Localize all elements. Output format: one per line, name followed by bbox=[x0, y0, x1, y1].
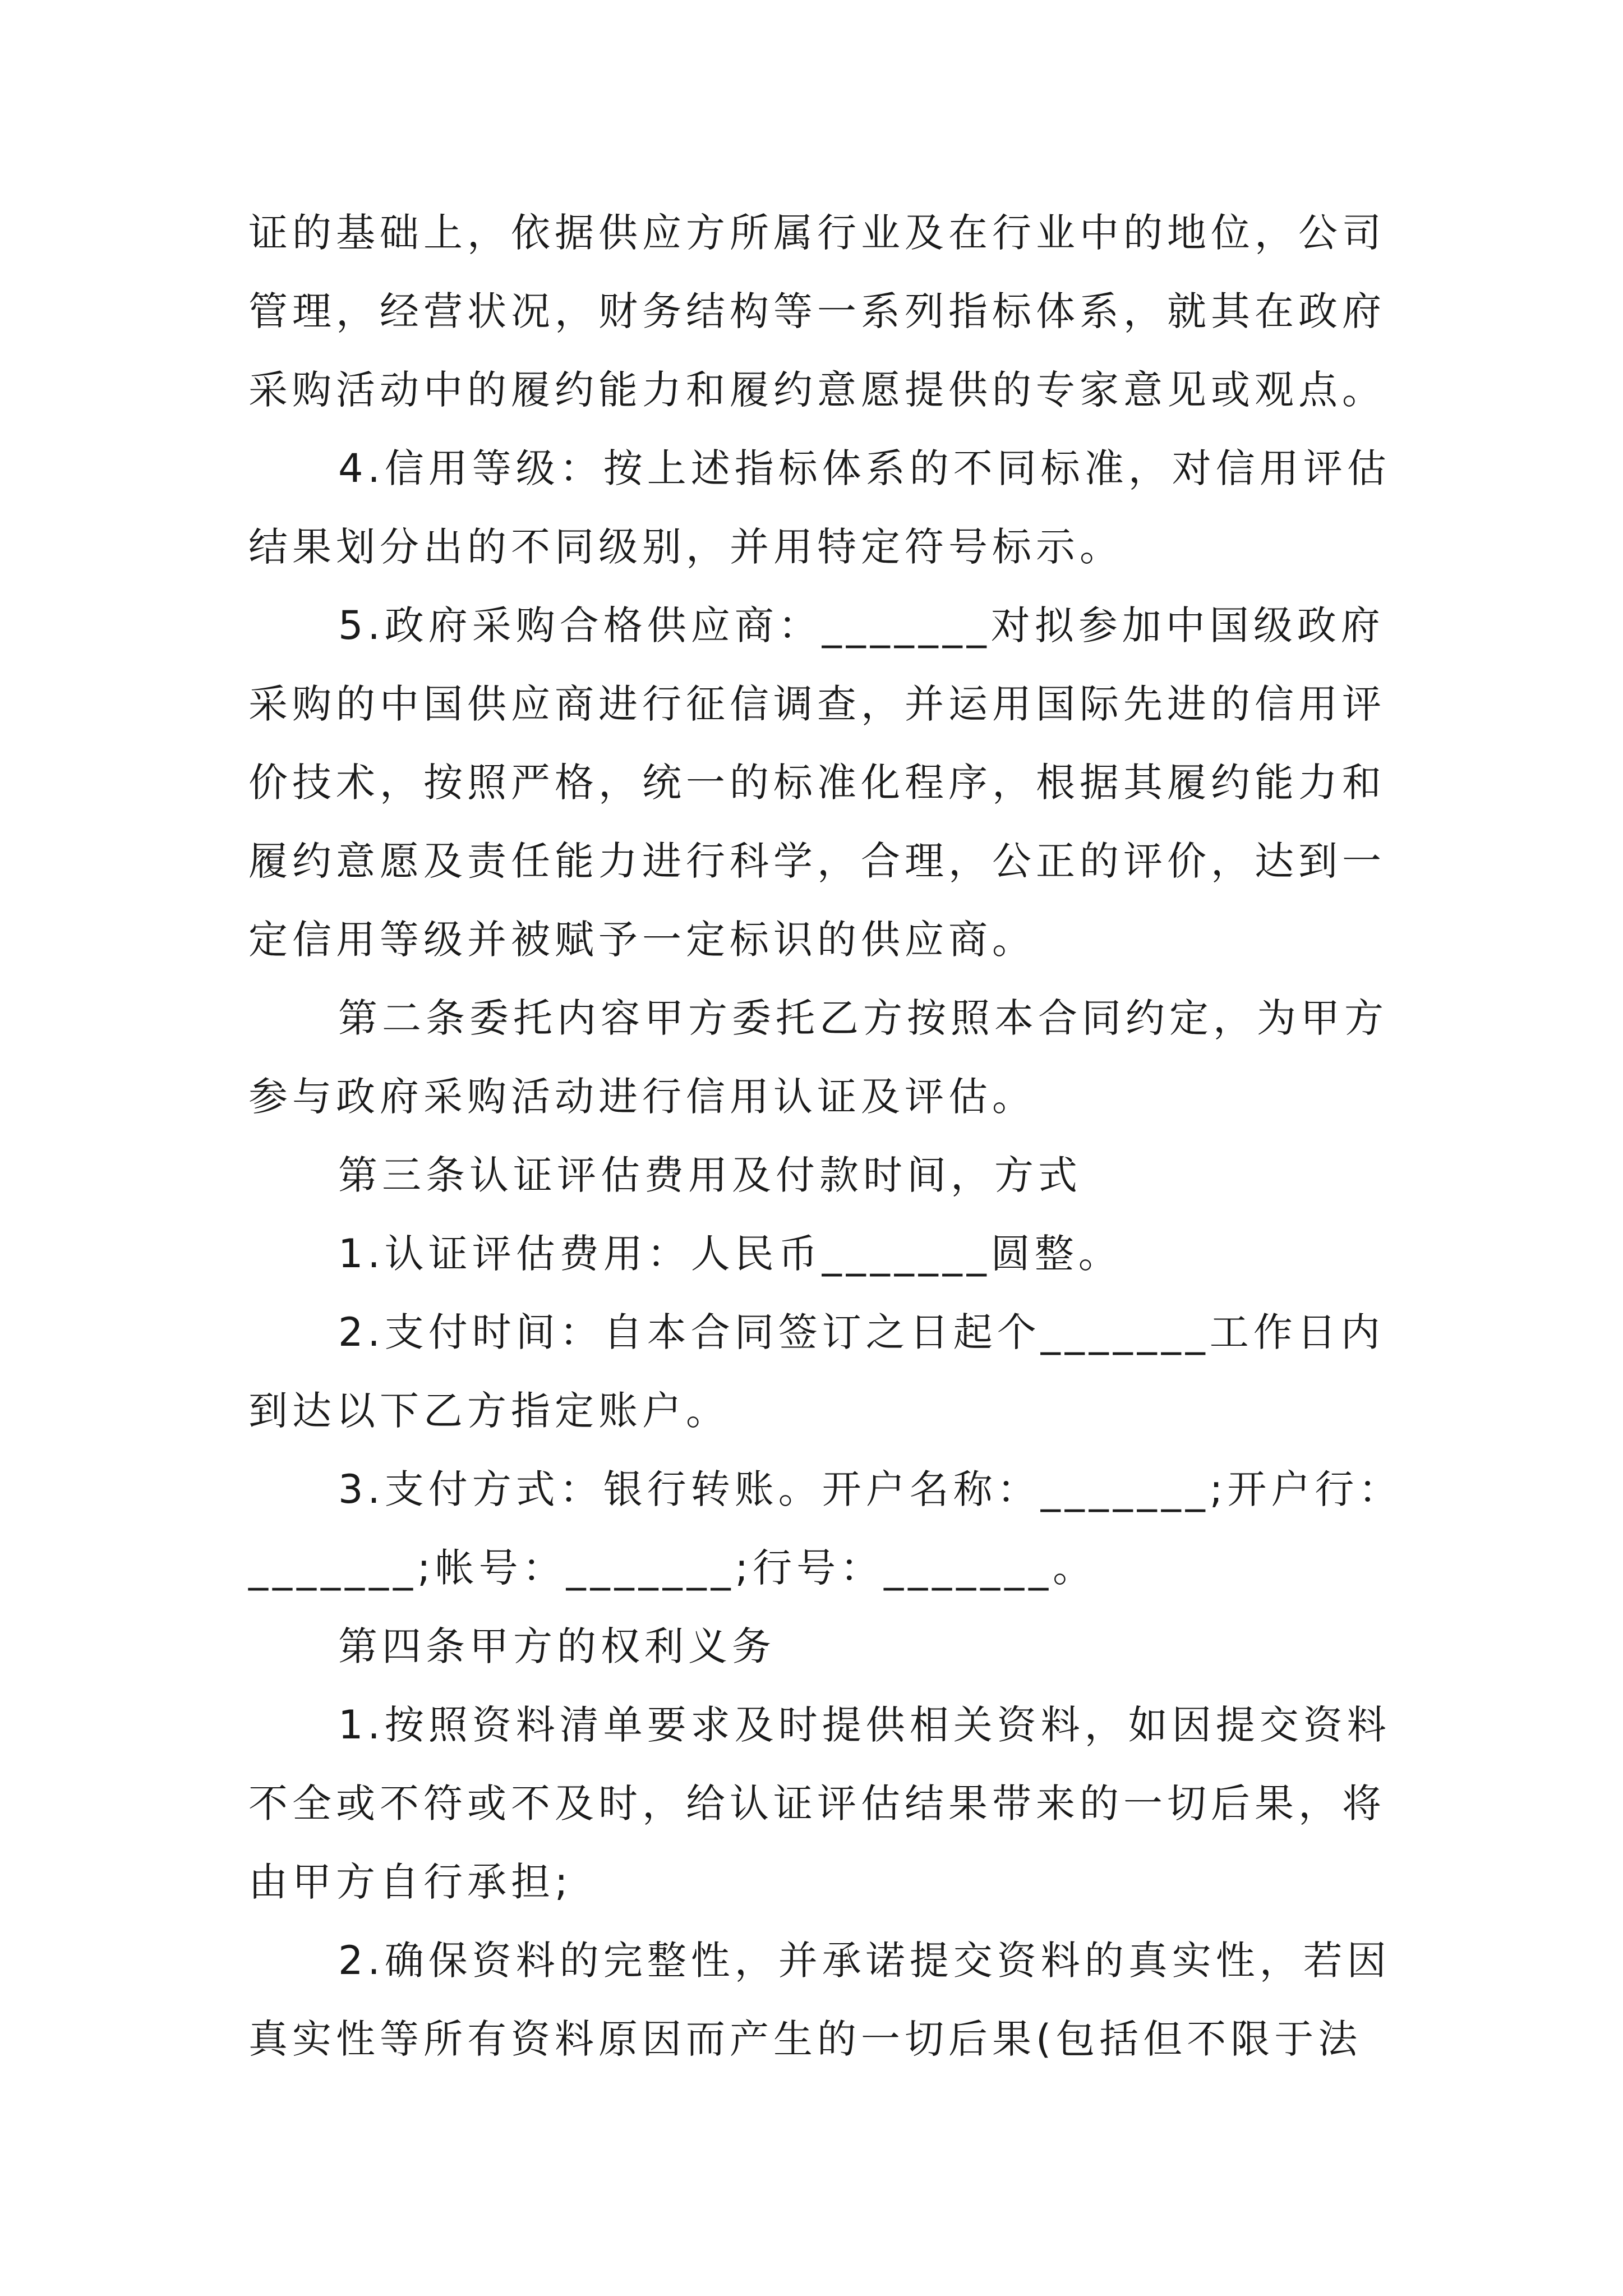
text-line: 采购的中国供应商进行征信调查，并运用国际先进的信用评 bbox=[248, 681, 1386, 727]
text-line: 第二条委托内容甲方委托乙方按照本合同约定，为甲方 bbox=[338, 995, 1388, 1041]
text-line: 履约意愿及责任能力进行科学，合理，公正的评价，达到一 bbox=[248, 838, 1386, 884]
text-line: 1.按照资料清单要求及时提供相关资料，如因提交资料 bbox=[338, 1702, 1391, 1748]
text-line: 2.确保资料的完整性，并承诺提交资料的真实性，若因 bbox=[338, 1938, 1391, 1984]
text-line: 采购活动中的履约能力和履约意愿提供的专家意见或观点。 bbox=[248, 367, 1386, 413]
text-line: 第四条甲方的权利义务 bbox=[338, 1623, 776, 1669]
text-line: 第三条认证评估费用及付款时间，方式 bbox=[338, 1152, 1082, 1198]
text-line: 价技术，按照严格，统一的标准化程序，根据其履约能力和 bbox=[248, 760, 1386, 806]
text-line: 管理，经营状况，财务结构等一系列指标体系，就其在政府 bbox=[248, 288, 1386, 334]
text-line: 由甲方自行承担; bbox=[248, 1859, 573, 1905]
text-line: 定信用等级并被赋予一定标识的供应商。 bbox=[248, 917, 1036, 963]
document-body bbox=[248, 194, 1403, 2078]
text-line: 证的基础上，依据供应方所属行业及在行业中的地位，公司 bbox=[248, 210, 1386, 256]
text-line: 1.认证评估费用：人民币_______圆整。 bbox=[338, 1231, 1122, 1277]
text-line: 结果划分出的不同级别，并用特定符号标示。 bbox=[248, 524, 1123, 570]
text-line: 到达以下乙方指定账户。 bbox=[248, 1388, 730, 1434]
text-line: 真实性等所有资料原因而产生的一切后果(包括但不限于法 bbox=[248, 2016, 1362, 2062]
text-line: 2.支付时间：自本合同签订之日起个_______工作日内 bbox=[338, 1309, 1385, 1355]
text-line: _______;帐号：_______;行号：_______。 bbox=[248, 1545, 1097, 1591]
text-line: 4.信用等级：按上述指标体系的不同标准，对信用评估 bbox=[338, 445, 1391, 491]
text-line: 3.支付方式：银行转账。开户名称：_______;开户行： bbox=[338, 1466, 1403, 1512]
text-line: 参与政府采购活动进行信用认证及评估。 bbox=[248, 1074, 1036, 1120]
text-line: 不全或不符或不及时，给认证评估结果带来的一切后果，将 bbox=[248, 1780, 1386, 1826]
text-line: 5.政府采购合格供应商：_______对拟参加中国级政府 bbox=[338, 602, 1385, 648]
